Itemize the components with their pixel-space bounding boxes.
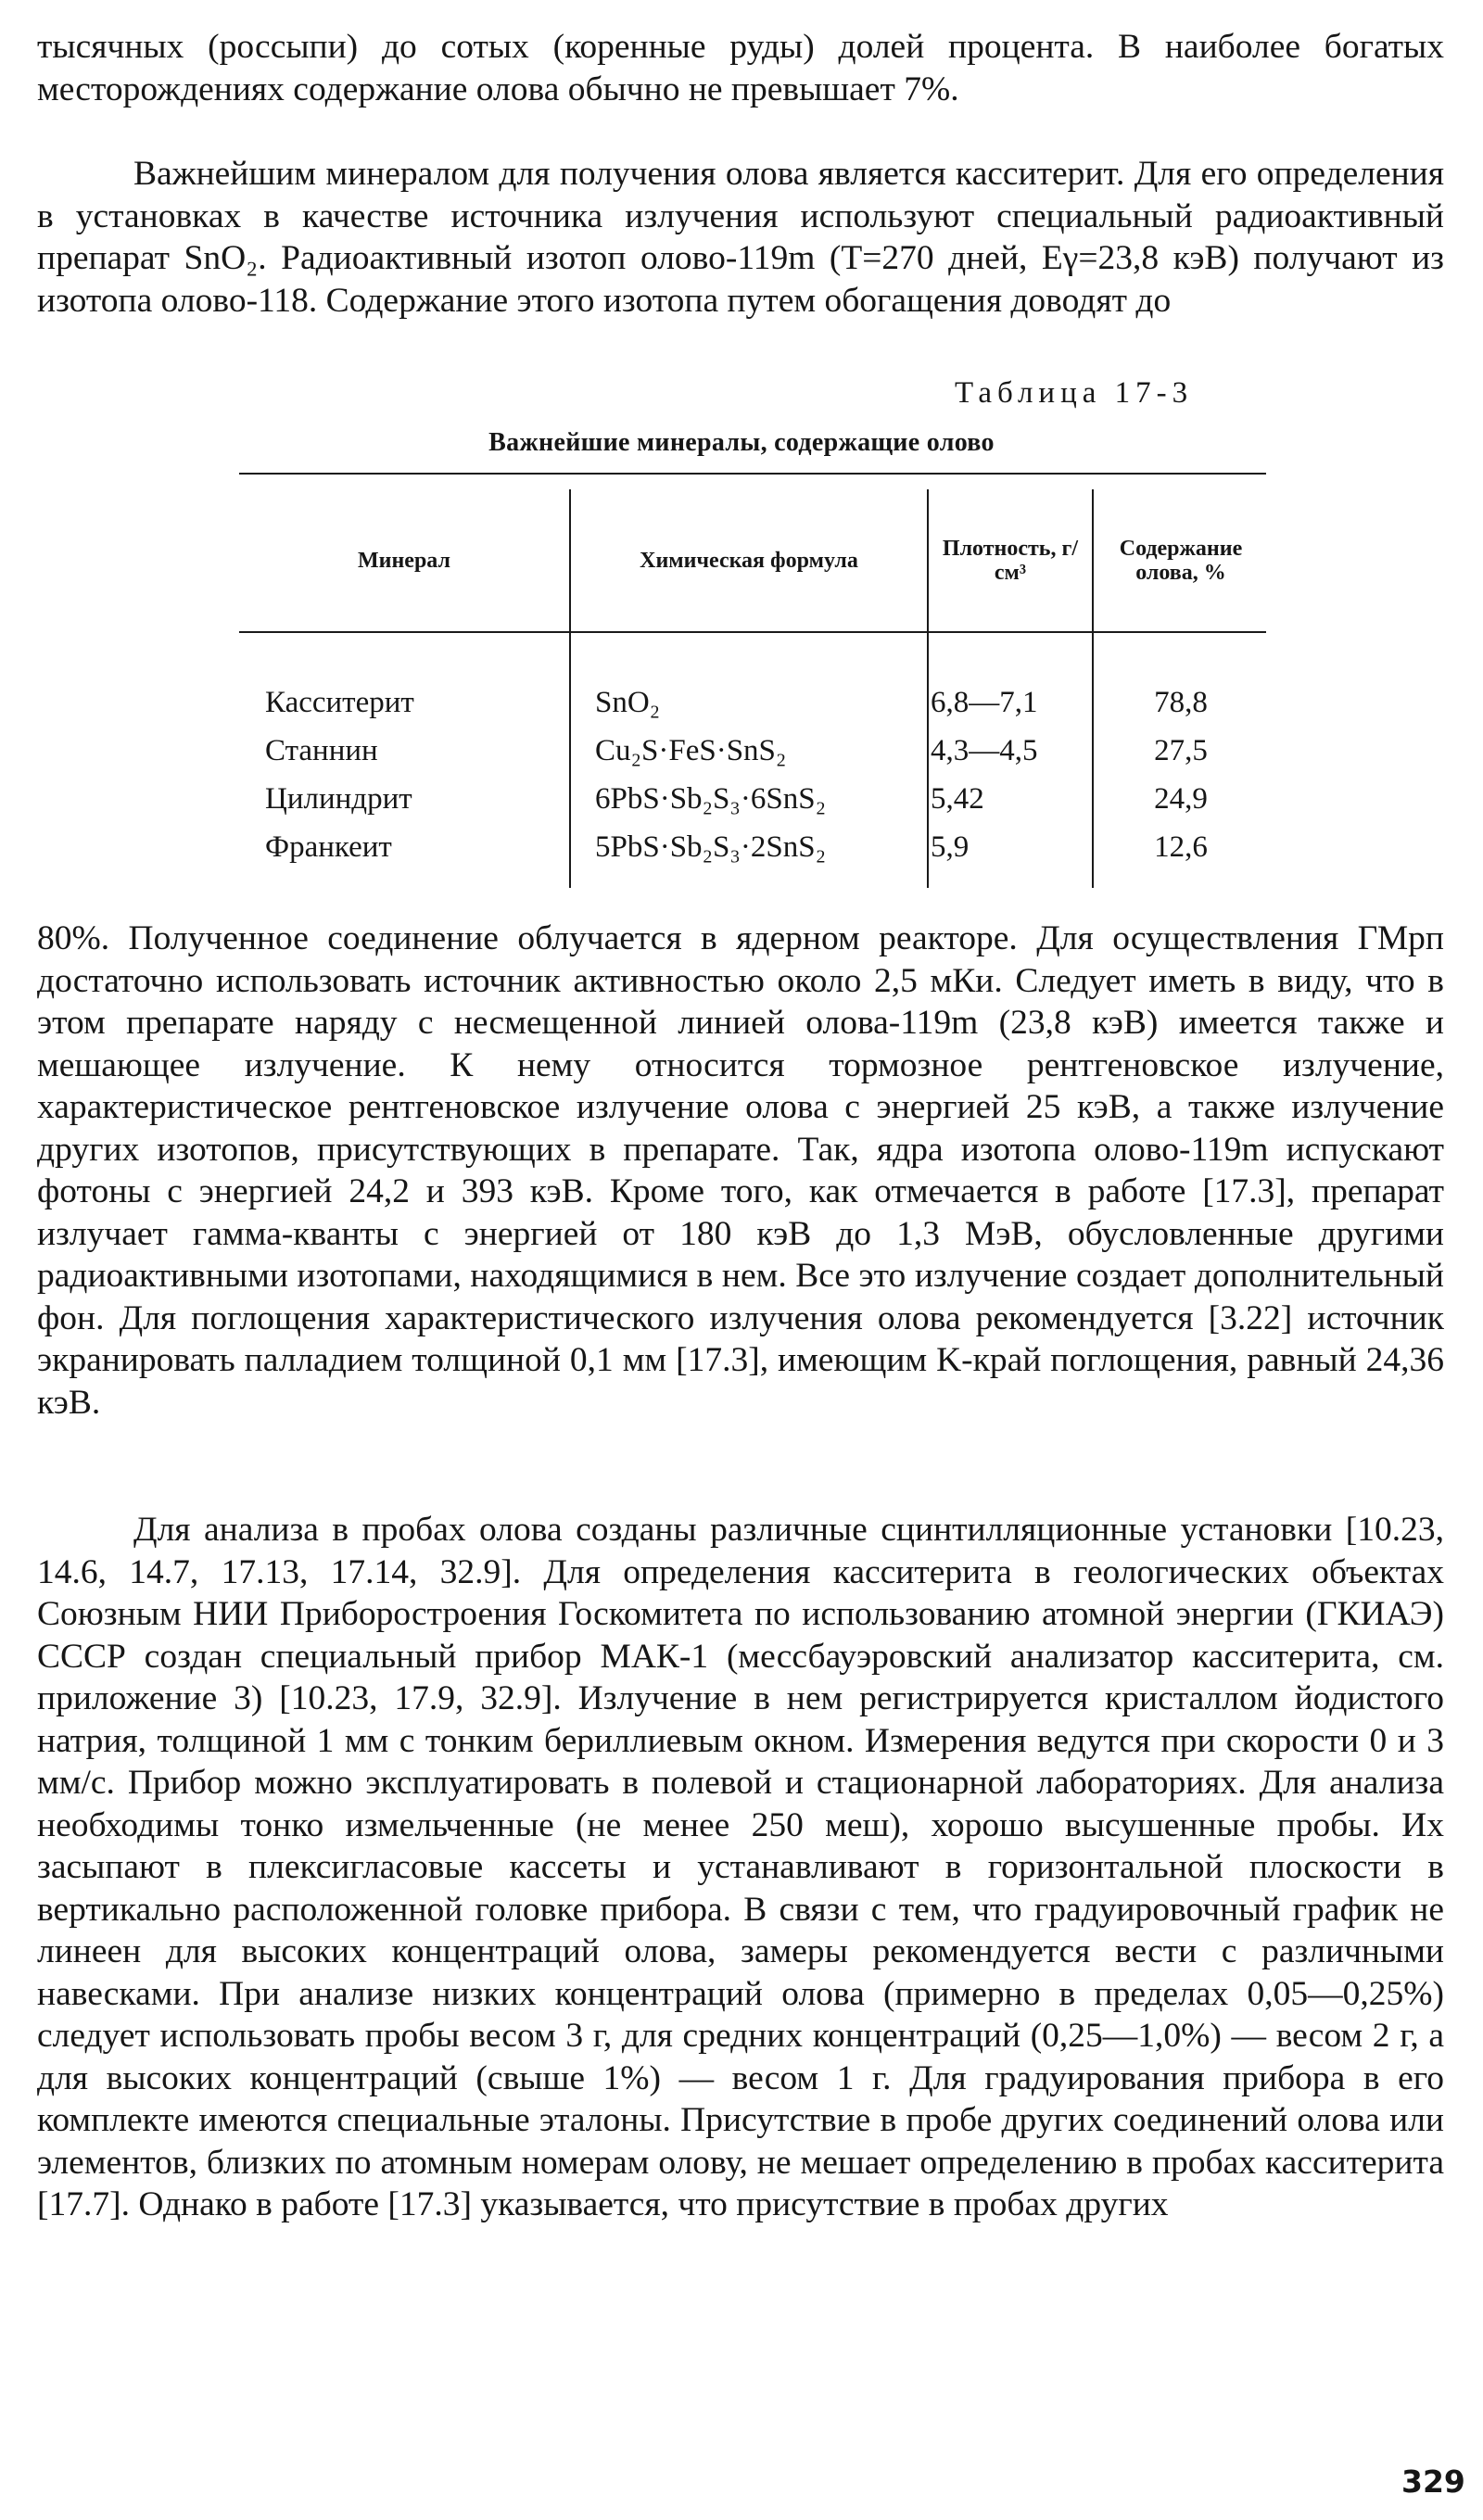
- cell-formula: 5PbS·Sb₂S₃·2SnS₂: [595, 830, 827, 864]
- cell-mineral: Касситерит: [265, 686, 414, 719]
- cell-mineral: Франкеит: [265, 830, 392, 864]
- cell-tin-content: 12,6: [1154, 830, 1208, 864]
- cell-tin-content: 27,5: [1154, 734, 1208, 767]
- cell-mineral: Станнин: [265, 734, 378, 767]
- paragraph-3: 80%. Полученное соединение облучается в ядерном реакторе. Для осуществления ГМрп достаточно использовать источник активностью около 2,5 мКи. Следует иметь в виду, что в этом препарате наряду с несмещенной линией олова-119m (23,8 кэВ) имеется также и мешающее излучение. К нему относится тормозное рентгеновское излучение, характеристическое рентгеновское излучение олова с энергией 25 кэВ, а также излучение других изотопов, присутствующих в препарате. Так, ядра изотопа олово-119m испускают фотоны с энергией 24,2 и 393 кэВ. Кроме того, как отмечается в работе [17.3], препарат излучает гамма-кванты с энергией от 180 кэВ до 1,3 МэВ, обусловленные другими радиоактивными изотопами, находящимися в нем. Все это излучение создает дополнительный фон. Для поглощения характеристического излучения олова рекомендуется [3.22] источник экранировать палладием толщиной 0,1 мм [17.3], имеющим K-край поглощения, равный 24,36 кэВ.: [37, 919, 1444, 1422]
- page-number: 329: [1401, 2463, 1465, 2500]
- cell-formula: Cu₂S·FeS·SnS₂: [595, 734, 787, 767]
- cell-density: 5,9: [931, 830, 970, 864]
- paragraph-1: тысячных (россыпи) до сотых (коренные руды) долей процента. В наиболее богатых месторождениях содержание олова обычно не превышает 7%.: [37, 28, 1444, 108]
- header-formula: Химическая формула: [640, 549, 858, 573]
- header-density: Плотность, г/см³: [942, 537, 1079, 585]
- table-number: Таблица 17-3: [955, 376, 1194, 410]
- header-tin-content: Содержание олова, %: [1119, 537, 1243, 585]
- cell-formula: 6PbS·Sb₂S₃·6SnS₂: [595, 782, 827, 816]
- table-column-rule-3: [1092, 489, 1094, 888]
- paragraph-2: Важнейшим минералом для получения олова является касситерит. Для его определения в установках в качестве источника излучения используют специальный радиоактивный препарат SnO₂. Радиоактивный изотоп олово-119m (T=270 дней, Eγ=23,8 кэВ) получают из изотопа олово-118. Содержание этого изотопа путем обогащения доводят до: [37, 155, 1444, 320]
- table-top-rule: [239, 473, 1266, 475]
- paragraph-4: Для анализа в пробах олова созданы различные сцинтилляционные установки [10.23, 14.6, 14.7, 17.13, 17.14, 32.9]. Для определения касситерита в геологических объектах Союзным НИИ Приборостроения Госкомитета по использованию атомной энергии (ГКИАЭ) СССР создан специальный прибор МАК-1 (мессбауэровский анализатор касситерита, см. приложение 3) [10.23, 17.9, 32.9]. Излучение в нем регистрируется кристаллом йодистого натрия, толщиной 1 мм с тонким бериллиевым окном. Измерения ведутся при скорости 0 и 3 мм/с. Прибор можно эксплуатировать в полевой и стационарной лабораториях. Для анализа необходимы тонко измельченные (не менее 250 меш), хорошо высушенные пробы. Их засыпают в плексигласовые кассеты и устанавливают в горизонтальной плоскости в вертикально расположенной головке прибора. В связи с тем, что градуировочный график не линеен для высоких концентраций олова, замеры рекомендуется вести с различными навесками. При анализе низких концентраций олова (примерно в пределах 0,05—0,25%) следует использовать пробы весом 3 г, для средних концентраций (0,25—1,0%) — весом 2 г, а для высоких концентраций (свыше 1%) — весом 1 г. Для градуирования прибора в его комплекте имеются специальные эталоны. Присутствие в пробе других соединений олова или элементов, близких по атомным номерам олову, не мешает определению в пробах касситерита [17.7]. Однако в работе [17.3] указывается, что присутствие в пробах других: [37, 1511, 1444, 2223]
- cell-tin-content: 78,8: [1154, 686, 1208, 719]
- cell-mineral: Цилиндрит: [265, 782, 412, 816]
- cell-density: 4,3—4,5: [931, 734, 1038, 767]
- table-column-rule-2: [927, 489, 929, 888]
- cell-tin-content: 24,9: [1154, 782, 1208, 816]
- table-title: Важнейшие минералы, содержащие олово: [488, 428, 995, 457]
- table-header-rule: [239, 631, 1266, 633]
- cell-density: 5,42: [931, 782, 984, 816]
- cell-density: 6,8—7,1: [931, 686, 1038, 719]
- cell-formula: SnO₂: [595, 686, 661, 719]
- header-mineral: Минерал: [358, 549, 450, 573]
